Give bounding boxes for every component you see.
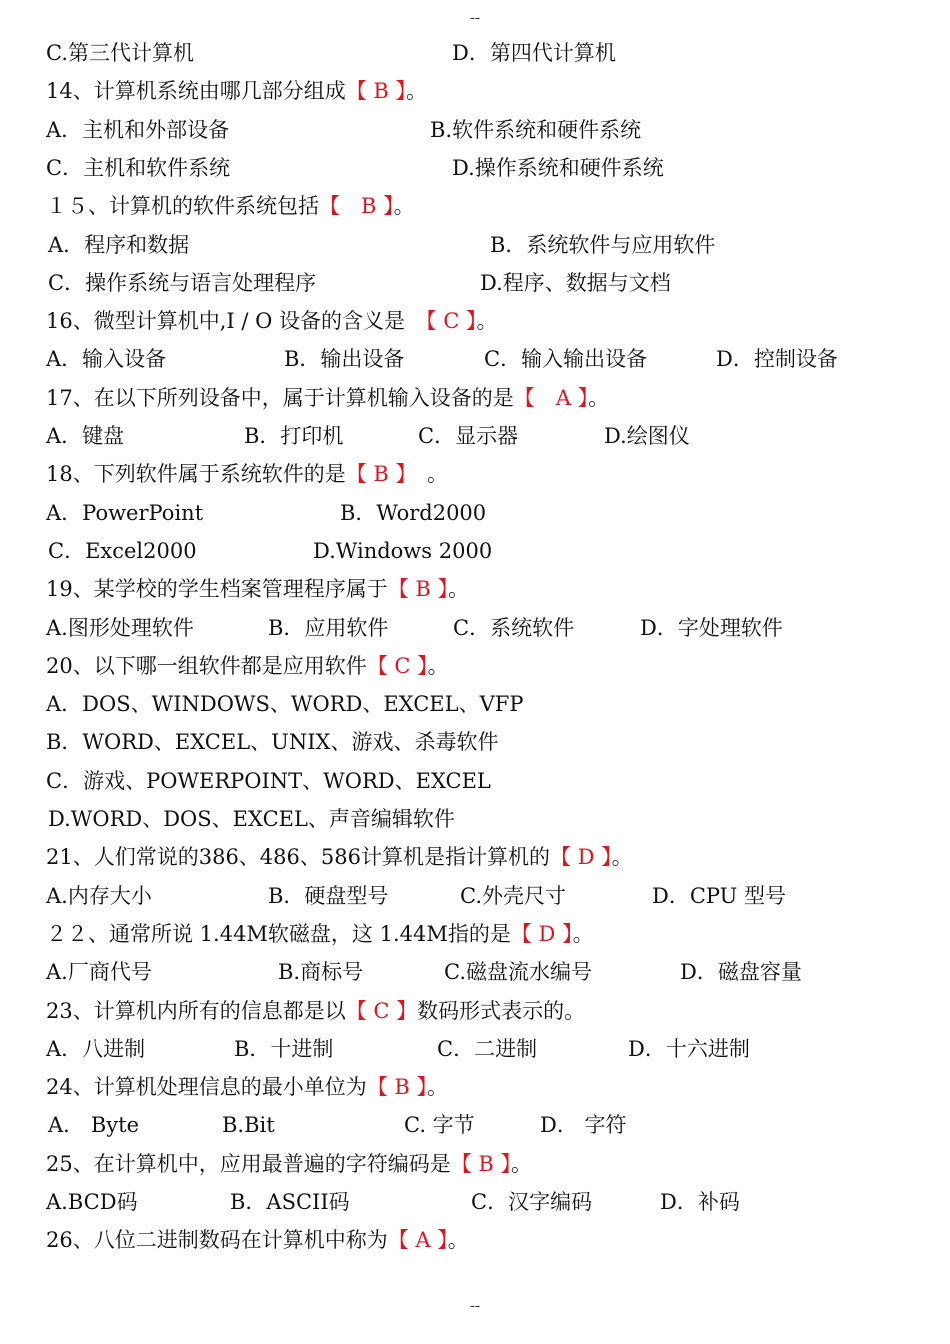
question-line [0, 187, 950, 225]
question-text-line [46, 570, 469, 608]
question-line [0, 1145, 950, 1183]
question-text-line [46, 379, 609, 417]
question-line [0, 647, 950, 685]
question-stem: 18、下列软件属于系统软件的是 [46, 462, 346, 487]
question-line [0, 72, 950, 110]
question-end: 。 [572, 921, 594, 946]
question-stem: 21、人们常说的386、486、586计算机是指计算机的 [46, 845, 550, 870]
options-line [0, 340, 950, 378]
answer-option: C.第三代计算机 [46, 41, 194, 65]
answer-option: A．PowerPoint [46, 500, 204, 525]
question-line [0, 838, 950, 876]
question-stem: 17、在以下所列设备中，属于计算机输入设备的是 [46, 385, 514, 410]
answer-option: C．Excel2000 [48, 538, 197, 563]
answer-key: 【 A 】 [387, 1228, 448, 1253]
question-text-line [46, 1145, 532, 1183]
answer-key: 【 B 】 [345, 462, 407, 487]
question-line [0, 1068, 950, 1106]
question-end: 。 [588, 385, 610, 410]
answer-option: C.磁盘流水编号 [444, 960, 592, 985]
question-text-line [46, 302, 497, 340]
options-line [0, 723, 950, 761]
question-stem: 16、微型计算机中,I / O 设备的含义是 [46, 309, 427, 334]
question-text-line [46, 915, 594, 953]
answer-option: B．输出设备 [284, 347, 405, 372]
question-text-line [46, 647, 449, 685]
question-stem: 19、某学校的学生档案管理程序属于 [46, 577, 388, 602]
answer-option: A．程序和数据 [48, 232, 190, 257]
question-stem: １５、计算机的软件系统包括 [46, 194, 319, 219]
answer-key: 【 B 】 [345, 79, 407, 104]
answer-key: 【 B 】 [319, 194, 394, 219]
options-line [0, 34, 950, 72]
question-end: 。 [393, 194, 415, 219]
question-stem: 20、以下哪一组软件都是应用软件 [46, 653, 367, 678]
answer-option: B.软件系统和硬件系统 [430, 117, 642, 142]
question-text-line [46, 1221, 469, 1259]
question-end: 。 [447, 1228, 469, 1253]
options-line [0, 877, 950, 915]
question-end: 数码形式表示的。 [417, 998, 586, 1023]
options-line [0, 762, 950, 800]
answer-option: C．游戏、POWERPOINT、WORD、EXCEL [46, 768, 491, 793]
question-line [0, 992, 950, 1030]
question-line [0, 302, 950, 340]
answer-option: D．补码 [660, 1190, 740, 1214]
answer-key: 【 C 】 [366, 653, 428, 678]
answer-option: A．八进制 [46, 1036, 146, 1061]
question-stem: 24、计算机处理信息的最小单位为 [46, 1075, 367, 1100]
question-line [0, 570, 950, 608]
question-text-line [46, 187, 415, 225]
answer-option: C．操作系统与语言处理程序 [48, 270, 317, 295]
answer-option: D．字处理软件 [640, 615, 783, 640]
answer-option: D.Windows 2000 [313, 538, 493, 563]
question-stem: 25、在计算机中，应用最普遍的字符编码是 [46, 1151, 451, 1176]
answer-option: C．二进制 [437, 1036, 538, 1061]
question-end: 。 [406, 462, 449, 487]
question-end: 。 [427, 653, 449, 678]
question-end: 。 [448, 577, 470, 602]
answer-option: C．汉字编码 [471, 1190, 593, 1214]
answer-option: D.绘图仪 [604, 424, 690, 448]
options-line [0, 111, 950, 149]
answer-option: B.Bit [222, 1113, 275, 1138]
options-line [0, 494, 950, 532]
answer-option: D.程序、数据与文档 [480, 270, 671, 295]
answer-option: C.外壳尺寸 [460, 883, 566, 908]
answer-option: D．CPU 型号 [652, 883, 787, 908]
answer-option: C．显示器 [418, 424, 519, 448]
answer-option: B．ASCII码 [230, 1190, 350, 1214]
answer-option: D.操作系统和硬件系统 [452, 155, 664, 180]
answer-option: D． 字符 [540, 1113, 627, 1138]
question-stem: 14、计算机系统由哪几部分组成 [46, 79, 346, 104]
options-line [0, 149, 950, 187]
answer-key: 【 A 】 [513, 385, 589, 410]
question-end: 。 [611, 845, 633, 870]
answer-option: A．输入设备 [46, 347, 167, 372]
options-line [0, 264, 950, 302]
question-line [0, 915, 950, 953]
options-line [0, 1030, 950, 1068]
answer-key: 【 C 】 [345, 998, 418, 1023]
options-line [0, 953, 950, 991]
options-line [0, 226, 950, 264]
answer-key: 【 B 】 [387, 577, 449, 602]
answer-option: A.厂商代号 [46, 960, 152, 985]
answer-option: A．键盘 [46, 424, 125, 448]
question-text-line [46, 1068, 448, 1106]
question-line [0, 1221, 950, 1259]
answer-option: B．Word2000 [340, 500, 487, 525]
answer-option: C．系统软件 [453, 615, 575, 640]
answer-key: 【 B 】 [366, 1075, 428, 1100]
question-end: 。 [511, 1151, 533, 1176]
answer-option: A.图形处理软件 [46, 615, 194, 640]
answer-option: D．控制设备 [716, 347, 838, 372]
question-line [0, 455, 950, 493]
answer-option: A．主机和外部设备 [46, 117, 230, 142]
question-text-line [46, 992, 585, 1030]
question-text-line [46, 838, 633, 876]
answer-option: C．主机和软件系统 [46, 155, 231, 180]
options-line [0, 800, 950, 838]
options-line [0, 685, 950, 723]
answer-option: B．WORD、EXCEL、UNIX、游戏、杀毒软件 [46, 730, 499, 755]
options-line [0, 532, 950, 570]
answer-option: D．十六进制 [628, 1036, 750, 1061]
question-text-line [46, 455, 448, 493]
question-line [0, 379, 950, 417]
answer-option: B．应用软件 [268, 615, 389, 640]
page-footer: -- [470, 1298, 480, 1314]
answer-option: B．硬盘型号 [268, 883, 389, 908]
answer-option: B．十进制 [234, 1036, 334, 1061]
answer-option: D．磁盘容量 [680, 960, 802, 985]
options-line [0, 417, 950, 455]
question-end: 。 [427, 1075, 449, 1100]
answer-key: 【 D 】 [510, 921, 573, 946]
question-stem: ２２、通常所说 1.44M软磁盘，这 1.44M指的是 [46, 921, 511, 946]
answer-key: 【 B 】 [450, 1151, 512, 1176]
question-stem: 26、八位二进制数码在计算机中称为 [46, 1228, 388, 1253]
options-line [0, 1106, 950, 1144]
answer-option: B.商标号 [278, 960, 364, 985]
question-end: 。 [406, 79, 428, 104]
options-line [0, 609, 950, 647]
answer-option: D．第四代计算机 [452, 41, 616, 65]
answer-option: B．系统软件与应用软件 [490, 232, 716, 257]
answer-option: A．DOS、WINDOWS、WORD、EXCEL、VFP [46, 692, 524, 717]
answer-option: A． Byte [48, 1113, 140, 1138]
answer-option: C．输入输出设备 [484, 347, 648, 372]
question-text-line [46, 72, 427, 110]
answer-option: C. 字节 [404, 1113, 475, 1138]
question-stem: 23、计算机内所有的信息都是以 [46, 998, 346, 1023]
answer-option: D.WORD、DOS、EXCEL、声音编辑软件 [48, 807, 455, 831]
page-header: -- [470, 10, 480, 26]
options-line [0, 1183, 950, 1221]
answer-option: A.内存大小 [46, 883, 152, 908]
answer-key: 【 D 】 [549, 845, 612, 870]
answer-option: B．打印机 [244, 424, 344, 448]
answer-option: A.BCD码 [46, 1190, 138, 1214]
question-end: 。 [476, 309, 498, 334]
answer-key: 【 C 】 [426, 309, 477, 334]
